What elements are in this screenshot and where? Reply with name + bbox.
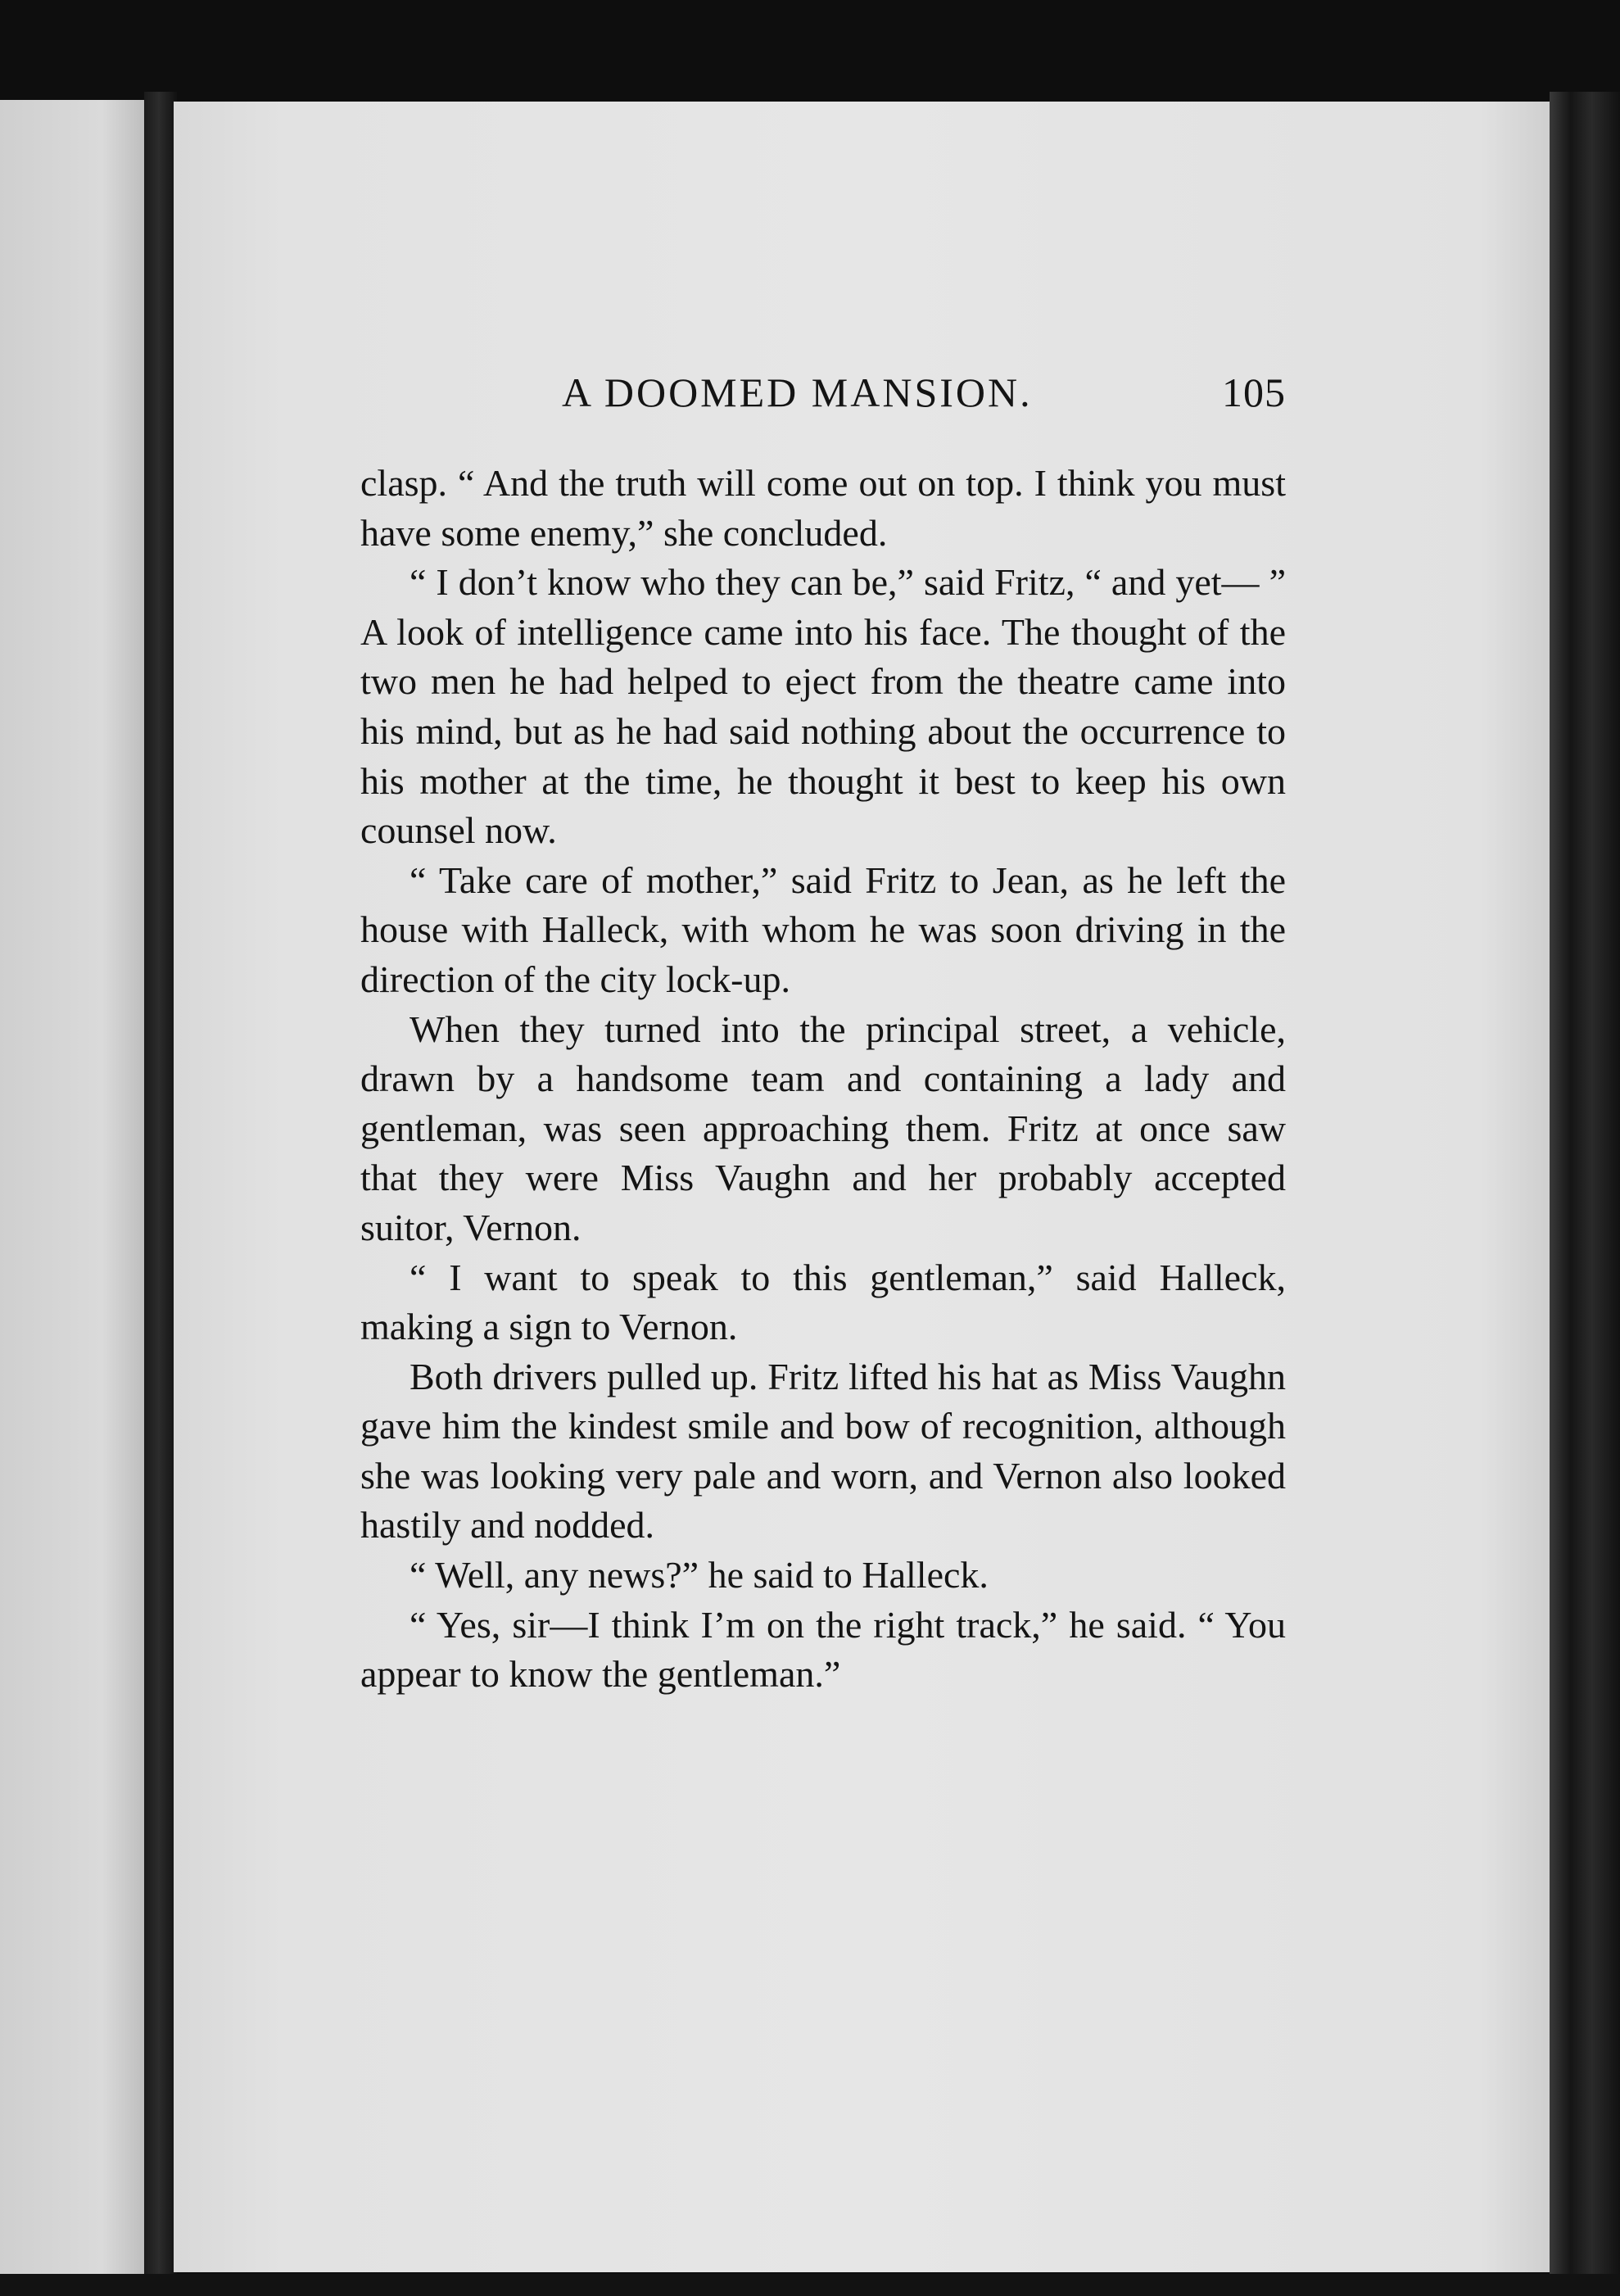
- paragraph: “ I don’t know who they can be,” said Fritz, “ and yet— ” A look of intelligence came into his face. The thought of the two men he had helped to eject from the theatre came into his mind, but as he had said nothing about the occurrence to his mother at the time, he thought it best to keep his own counsel now.: [360, 561, 1286, 852]
- paragraph: “ Well, any news?” he said to Halleck.: [410, 1554, 989, 1596]
- running-head: [360, 369, 1286, 426]
- page-number: 105: [1222, 369, 1286, 415]
- paragraph: When they turned into the principal street, a vehicle, drawn by a handsome team and containing a lady and gentleman, was seen approaching them. Fritz at once saw that they were Miss Vaughn and her probably accepted suitor, Vernon.: [360, 1008, 1286, 1248]
- paragraph: clasp. “ And the truth will come out on top. I think you must have some enemy,” she concluded.: [360, 462, 1286, 554]
- paragraph: “ Yes, sir—I think I’m on the right track,” he said. “ You appear to know the gentleman.”: [360, 1603, 1286, 1696]
- scan-bottom-border: [0, 2274, 1620, 2296]
- page-edge-shadow: [1550, 92, 1620, 2296]
- left-page-edge: [0, 100, 146, 2275]
- paragraph: Both drivers pulled up. Fritz lifted his hat as Miss Vaughn gave him the kindest smile and bow of recognition, although she was looking very pale and worn, and Vernon also looked hastily and nodded.: [360, 1355, 1286, 1547]
- paragraph: “ I want to speak to this gentleman,” said Halleck, making a sign to Vernon.: [360, 1256, 1286, 1348]
- book-gutter: [144, 92, 177, 2287]
- body-text: [360, 459, 1286, 1700]
- running-head-title: A DOOMED MANSION.: [562, 369, 1033, 415]
- paragraph: “ Take care of mother,” said Fritz to Jean, as he left the house with Halleck, with whom he was soon driving in the direction of the city lock-up.: [360, 858, 1286, 1000]
